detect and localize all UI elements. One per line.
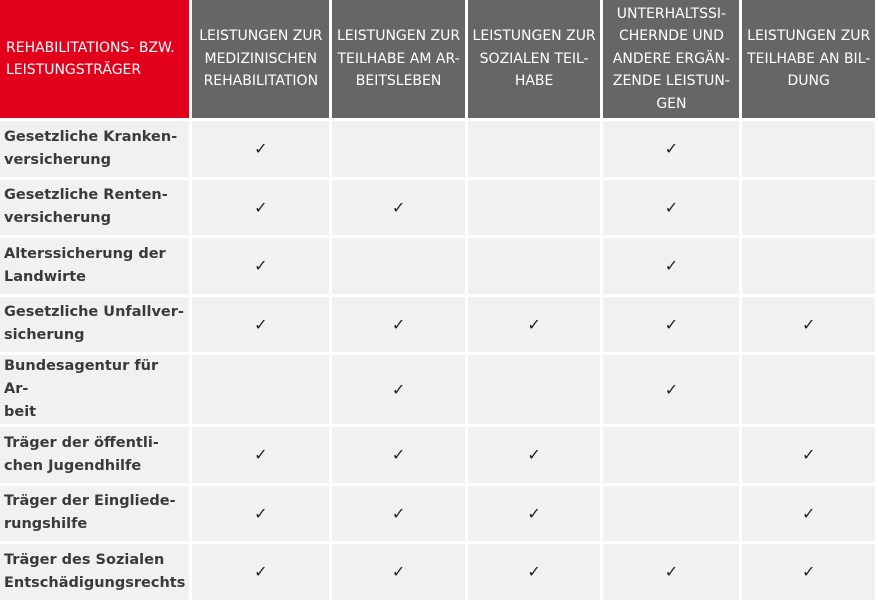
check-mark-cell (192, 427, 329, 483)
empty-cell (742, 121, 875, 177)
check-icon: ✓ (664, 562, 679, 582)
check-mark-cell (332, 486, 465, 542)
check-icon: ✓ (254, 139, 268, 159)
check-icon: ✓ (527, 503, 541, 523)
check-icon: ✓ (664, 256, 679, 276)
check-mark-cell (192, 180, 329, 236)
check-icon: ✓ (802, 314, 816, 334)
table-row (0, 355, 875, 424)
column-header-social-participation: LEISTUNGEN ZUR SOZIALEN TEIL- HABE (468, 0, 601, 118)
check-mark-cell (742, 544, 875, 600)
row-label: Gesetzliche Unfallver- sicherung (0, 297, 189, 353)
check-mark-cell (603, 355, 739, 424)
check-mark-cell (192, 486, 329, 542)
check-mark-cell (192, 297, 329, 353)
check-icon: ✓ (391, 380, 406, 399)
check-icon: ✓ (254, 445, 268, 465)
check-mark-cell (742, 427, 875, 483)
empty-cell (603, 427, 739, 483)
column-header-maintenance-benefits: UNTERHALTSSI- CHERNDE UND ANDERE ERGÄN- ZENDE LEISTUN- GEN (603, 0, 739, 118)
check-icon: ✓ (527, 445, 541, 465)
check-icon: ✓ (527, 314, 541, 334)
column-header-education-participation: LEISTUNGEN ZUR TEILHABE AN BIL- DUNG (742, 0, 875, 118)
check-mark-cell (332, 355, 465, 424)
check-icon: ✓ (527, 562, 541, 582)
check-icon: ✓ (391, 562, 406, 582)
check-mark-cell (192, 121, 329, 177)
check-mark-cell (468, 297, 601, 353)
check-icon: ✓ (391, 314, 406, 334)
table-header-row (0, 0, 875, 118)
check-mark-cell (332, 297, 465, 353)
check-mark-cell (192, 238, 329, 294)
empty-cell (742, 238, 875, 294)
empty-cell (468, 180, 601, 236)
empty-cell (468, 355, 601, 424)
empty-cell (603, 486, 739, 542)
corner-header: REHABILITATIONS- BZW. LEISTUNGSTRÄGER (0, 0, 189, 118)
check-mark-cell (742, 297, 875, 353)
table-body (0, 121, 875, 600)
check-icon: ✓ (802, 503, 816, 523)
row-label: Träger der Eingliede- rungshilfe (0, 486, 189, 542)
empty-cell (742, 180, 875, 236)
check-icon: ✓ (254, 314, 268, 334)
check-mark-cell (468, 544, 601, 600)
table-row (0, 180, 875, 236)
check-mark-cell (332, 180, 465, 236)
check-mark-cell (332, 427, 465, 483)
empty-cell (468, 238, 601, 294)
check-icon: ✓ (254, 562, 268, 582)
empty-cell (192, 355, 329, 424)
check-icon: ✓ (664, 314, 679, 334)
table-row (0, 427, 875, 483)
check-icon: ✓ (391, 445, 406, 465)
check-icon: ✓ (254, 503, 268, 523)
check-mark-cell (192, 544, 329, 600)
table-row (0, 544, 875, 600)
check-icon: ✓ (664, 197, 679, 217)
empty-cell (742, 355, 875, 424)
row-label: Bundesagentur für Ar- beit (0, 355, 189, 424)
row-label: Gesetzliche Kranken- versicherung (0, 121, 189, 177)
check-mark-cell (468, 427, 601, 483)
table-row (0, 238, 875, 294)
check-mark-cell (603, 180, 739, 236)
row-label: Träger des Sozialen Entschädigungsrechts (0, 544, 189, 600)
table-row (0, 486, 875, 542)
column-header-work-participation: LEISTUNGEN ZUR TEILHABE AM AR- BEITSLEBEN (332, 0, 465, 118)
check-mark-cell (603, 297, 739, 353)
row-label: Alterssicherung der Landwirte (0, 238, 189, 294)
empty-cell (332, 121, 465, 177)
check-icon: ✓ (664, 380, 679, 399)
row-label: Träger der öffentli- chen Jugendhilfe (0, 427, 189, 483)
check-mark-cell (603, 544, 739, 600)
check-icon: ✓ (802, 445, 816, 465)
check-mark-cell (603, 238, 739, 294)
check-icon: ✓ (254, 256, 268, 276)
empty-cell (332, 238, 465, 294)
check-icon: ✓ (664, 139, 679, 159)
check-mark-cell (468, 486, 601, 542)
check-mark-cell (332, 544, 465, 600)
check-mark-cell (742, 486, 875, 542)
check-icon: ✓ (802, 562, 816, 582)
row-label: Gesetzliche Renten- versicherung (0, 180, 189, 236)
empty-cell (468, 121, 601, 177)
check-icon: ✓ (391, 503, 406, 523)
check-mark-cell (603, 121, 739, 177)
table-row (0, 297, 875, 353)
check-icon: ✓ (254, 197, 268, 217)
table-row (0, 121, 875, 177)
column-header-medical-rehabilitation: LEISTUNGEN ZUR MEDIZINISCHEN REHABILITATION (192, 0, 329, 118)
check-icon: ✓ (391, 197, 406, 217)
